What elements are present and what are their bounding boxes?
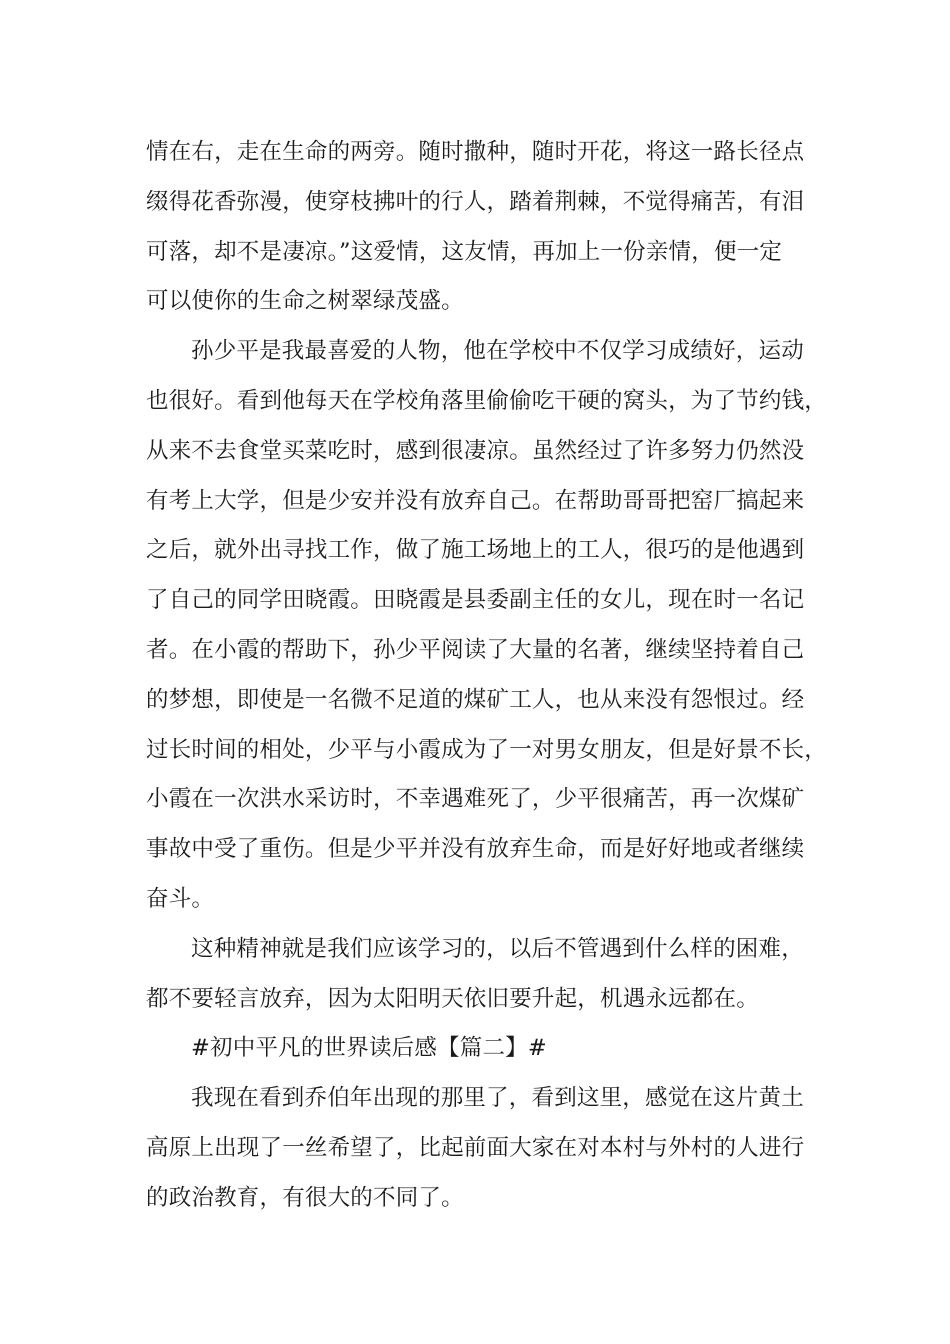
text-line: 可以使你的生命之树翠绿茂盛。	[146, 288, 464, 315]
text-line: 奋斗。	[146, 885, 215, 912]
text-line: 了自己的同学田晓霞。田晓霞是县委副主任的女儿，现在时一名记	[146, 587, 805, 614]
text-line: 有考上大学，但是少安并没有放弃自己。在帮助哥哥把窑厂搞起来	[146, 487, 805, 514]
document-page	[146, 128, 828, 1224]
text-line: 小霞在一次洪水采访时，不幸遇难死了，少平很痛苦，再一次煤矿	[146, 786, 805, 813]
text-line: 之后，就外出寻找工作，做了施工场地上的工人，很巧的是他遇到	[146, 537, 805, 564]
paragraph-3	[146, 925, 814, 1025]
text-line: 缀得花香弥漫，使穿枝拂叶的行人，踏着荆棘，不觉得痛苦，有泪	[146, 188, 805, 215]
text-line: 情在右，走在生命的两旁。随时撒种，随时开花，将这一路长径点	[146, 139, 805, 165]
text-line: 的梦想，即使是一名微不足道的煤矿工人，也从来没有怨恨过。经	[146, 686, 805, 713]
text-line: 也很好。看到他每天在学校角落里偷偷吃干硬的窝头，为了节约钱，	[146, 387, 828, 414]
text-line: 者。在小霞的帮助下，孙少平阅读了大量的名著，继续坚持着自己	[146, 636, 805, 663]
text-line: 过长时间的相处，少平与小霞成为了一对男女朋友，但是好景不长，	[146, 736, 828, 763]
text-line: 孙少平是我最喜爱的人物，他在学校中不仅学习成绩好，运动	[191, 338, 804, 365]
section-heading: #初中平凡的世界读后感【篇二】#	[191, 1035, 547, 1062]
text-line: 高原上出现了一丝希望了，比起前面大家在对本村与外村的人进行	[146, 1134, 805, 1161]
text-line: 从来不去食堂买菜吃时，感到很凄凉。虽然经过了许多努力仍然没	[146, 437, 805, 464]
text-line: 我现在看到乔伯年出现的那里了，看到这里，感觉在这片黄土	[191, 1085, 804, 1112]
text-line: 的政治教育，有很大的不同了。	[146, 1184, 464, 1211]
paragraph-4	[146, 1074, 814, 1223]
text-line: 这种精神就是我们应该学习的，以后不管遇到什么样的困难，	[191, 935, 804, 962]
text-line: 可落，却不是凄凉。”这爱情，这友情，再加上一份亲情，便一定	[146, 238, 783, 265]
paragraph-2	[146, 327, 828, 925]
text-line: 都不要轻言放弃，因为太阳明天依旧要升起，机遇永远都在。	[146, 985, 759, 1012]
paragraph-1	[146, 128, 814, 327]
text-line: 事故中受了重伤。但是少平并没有放弃生命，而是好好地或者继续	[146, 836, 805, 863]
